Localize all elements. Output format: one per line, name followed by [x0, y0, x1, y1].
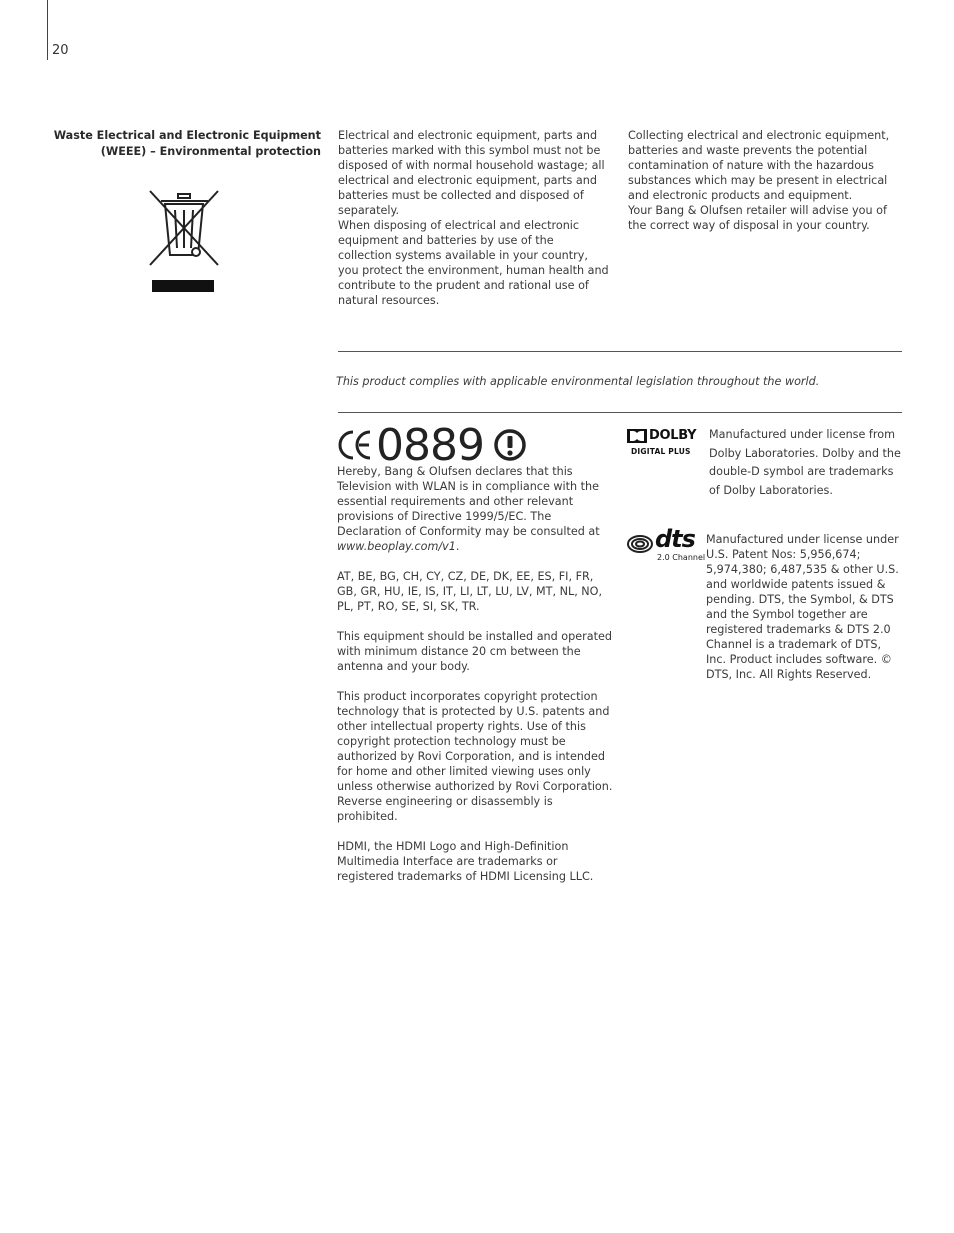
ce-logo-icon	[338, 429, 372, 461]
compliance-note: This product complies with applicable environmental legislation throughout the world.	[336, 375, 820, 388]
ce-declaration-end: .	[455, 540, 460, 553]
dts-wordmark: dts	[655, 525, 695, 553]
hdmi-notice: HDMI, the HDMI Logo and High-Definition Multimedia Interface are trademarks or registered trademarks of HDMI Licensing LLC.	[337, 840, 594, 883]
divider	[338, 351, 902, 352]
dts-channel-label: 2.0 Channel	[657, 553, 706, 562]
dts-license-text: Manufactured under license under U.S. Patent Nos: 5,956,674; 5,974,380; 6,487,535 & other U.S. and worldwide patents issued & pending. DTS, the Symbol, & DTS and the Symbol together are registered trademarks & DTS 2.0 Channel is a trademark of DTS, Inc. Product includes software. © DTS, Inc. All Rights Reserved.	[706, 533, 899, 681]
weee-text-column-2	[628, 128, 904, 233]
dts-logo	[627, 525, 706, 564]
dolby-digital-plus-logo	[627, 429, 701, 459]
page-margin-rule	[47, 0, 48, 60]
crossed-out-bin-icon	[148, 188, 220, 296]
ce-declaration-text: Hereby, Bang & Olufsen declares that this Television with WLAN is in compliance with the essential requirements and other relevant provisions of Directive 1999/5/EC. The Declaration of Conformity may be consulted at	[337, 465, 600, 538]
weee-paragraph: Collecting electrical and electronic equipment, batteries and waste prevents the potential contamination of nature with the hazardous substances which may be present in electrical and electronic products and equipment.	[628, 129, 890, 202]
weee-heading-line1: Waste Electrical and Electronic Equipment	[53, 129, 321, 142]
double-d-icon	[627, 429, 647, 443]
antenna-distance-note: This equipment should be installed and operated with minimum distance 20 cm between the antenna and your body.	[337, 630, 612, 673]
beoplay-link: www.beoplay.com/v1	[337, 540, 456, 553]
ce-declaration	[337, 464, 613, 554]
alert-class-icon	[493, 428, 527, 462]
dts-swirl-icon	[627, 534, 653, 554]
country-list: AT, BE, BG, CH, CY, CZ, DE, DK, EE, ES, FI, FR, GB, GR, HU, IE, IS, IT, LI, LT, LU, LV, MT, NL, NO, PL, PT, RO, SE, SI, SK, TR.	[337, 570, 603, 613]
divider	[338, 412, 902, 413]
ce-mark	[336, 420, 536, 471]
weee-text-column-1	[338, 128, 610, 308]
ce-notified-body-number: 0889	[376, 420, 484, 471]
weee-paragraph: When disposing of electrical and electronic equipment and batteries by use of the collection systems available in your country, you protect the environment, human health and contribute to the prudent and rational use of natural resources.	[338, 219, 609, 307]
page-number: 20	[52, 43, 69, 58]
ce-declaration-column	[337, 464, 613, 884]
dolby-license-text: Manufactured under license from Dolby Laboratories. Dolby and the double-D symbol are trademarks of Dolby Laboratories.	[709, 428, 901, 497]
rovi-notice: This product incorporates copyright protection technology that is protected by U.S. patents and other intellectual property rights. Use of this copyright protection technology must be authorized by Rovi Corporation, and is intended for home and other limited viewing uses only unless otherwise authorized by Rovi Corporation. Reverse engineering or disassembly is prohibited.	[337, 690, 613, 823]
dolby-wordmark: DOLBY	[649, 428, 697, 443]
weee-paragraph: Electrical and electronic equipment, parts and batteries marked with this symbol must not be disposed of with normal household wastage; all electrical and electronic equipment, parts and batteries must be collected and disposed of separately.	[338, 129, 605, 217]
weee-heading	[50, 128, 321, 159]
dolby-digital-plus-label: DIGITAL PLUS	[631, 447, 691, 456]
weee-heading-line2: (WEEE) – Environmental protection	[100, 144, 321, 158]
weee-paragraph: Your Bang & Olufsen retailer will advise you of the correct way of disposal in your country.	[628, 204, 887, 232]
